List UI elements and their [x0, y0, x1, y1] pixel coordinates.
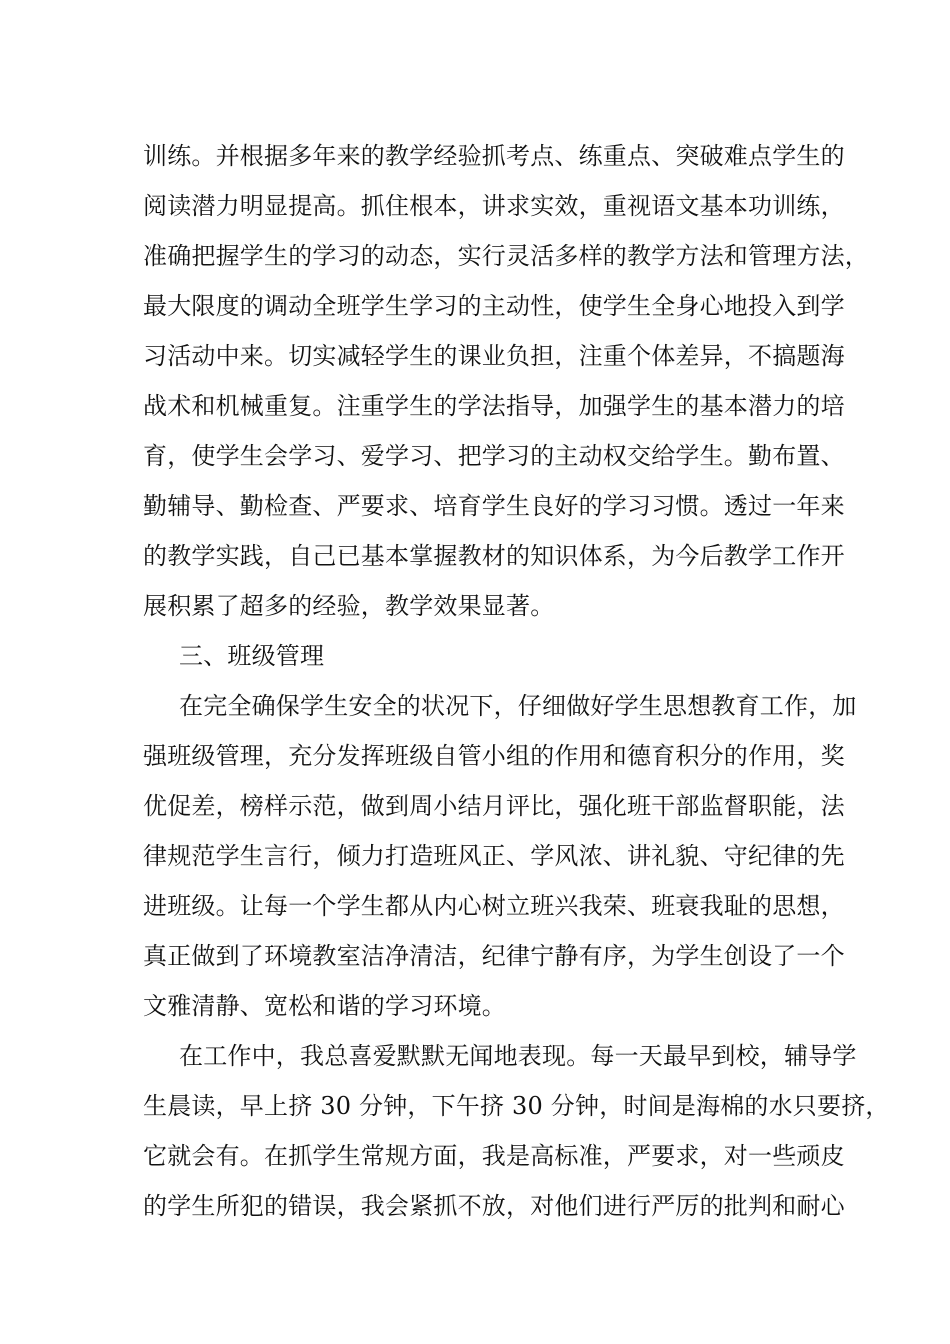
section-heading: 三、班级管理	[179, 642, 325, 670]
text-line: 它就会有。在抓学生常规方面，我是高标准，严要求，对一些顽皮	[143, 1142, 845, 1170]
document-body	[143, 131, 890, 1231]
text-line: 阅读潜力明显提高。抓住根本，讲求实效，重视语文基本功训练，	[143, 192, 845, 220]
text-line: 优促差，榜样示范，做到周小结月评比，强化班干部监督职能，法	[143, 792, 845, 820]
text-line: 进班级。让每一个学生都从内心树立班兴我荣、班衰我耻的思想，	[143, 892, 845, 920]
text-line: 战术和机械重复。注重学生的学法指导，加强学生的基本潜力的培	[143, 392, 845, 420]
text-line: 训练。并根据多年来的教学经验抓考点、练重点、突破难点学生的	[143, 142, 845, 170]
paragraph-first-line: 在完全确保学生安全的状况下，仔细做好学生思想教育工作，加	[179, 692, 857, 720]
text-line: 育，使学生会学习、爱学习、把学习的主动权交给学生。勤布置、	[143, 442, 845, 470]
text-line: 的教学实践，自己已基本掌握教材的知识体系，为今后教学工作开	[143, 542, 845, 570]
text-line: 生晨读，早上挤 30 分钟，下午挤 30 分钟，时间是海棉的水只要挤，	[143, 1092, 890, 1120]
paragraph-first-line: 在工作中，我总喜爱默默无闻地表现。每一天最早到校，辅导学	[179, 1042, 857, 1070]
text-line: 律规范学生言行，倾力打造班风正、学风浓、讲礼貌、守纪律的先	[143, 842, 845, 870]
text-line: 文雅清静、宽松和谐的学习环境。	[143, 992, 506, 1020]
text-line: 真正做到了环境教室洁净清洁，纪律宁静有序，为学生创设了一个	[143, 942, 845, 970]
text-line: 的学生所犯的错误，我会紧抓不放，对他们进行严厉的批判和耐心	[143, 1192, 845, 1220]
text-line: 勤辅导、勤检查、严要求、培育学生良好的学习习惯。透过一年来	[143, 492, 845, 520]
text-line: 最大限度的调动全班学生学习的主动性，使学生全身心地投入到学	[143, 292, 845, 320]
text-line: 准确把握学生的学习的动态，实行灵活多样的教学方法和管理方法，	[143, 242, 869, 270]
text-line: 展积累了超多的经验，教学效果显著。	[143, 592, 555, 620]
text-line: 习活动中来。切实减轻学生的课业负担，注重个体差异，不搞题海	[143, 342, 845, 370]
text-line: 强班级管理，充分发挥班级自管小组的作用和德育积分的作用，奖	[143, 742, 845, 770]
